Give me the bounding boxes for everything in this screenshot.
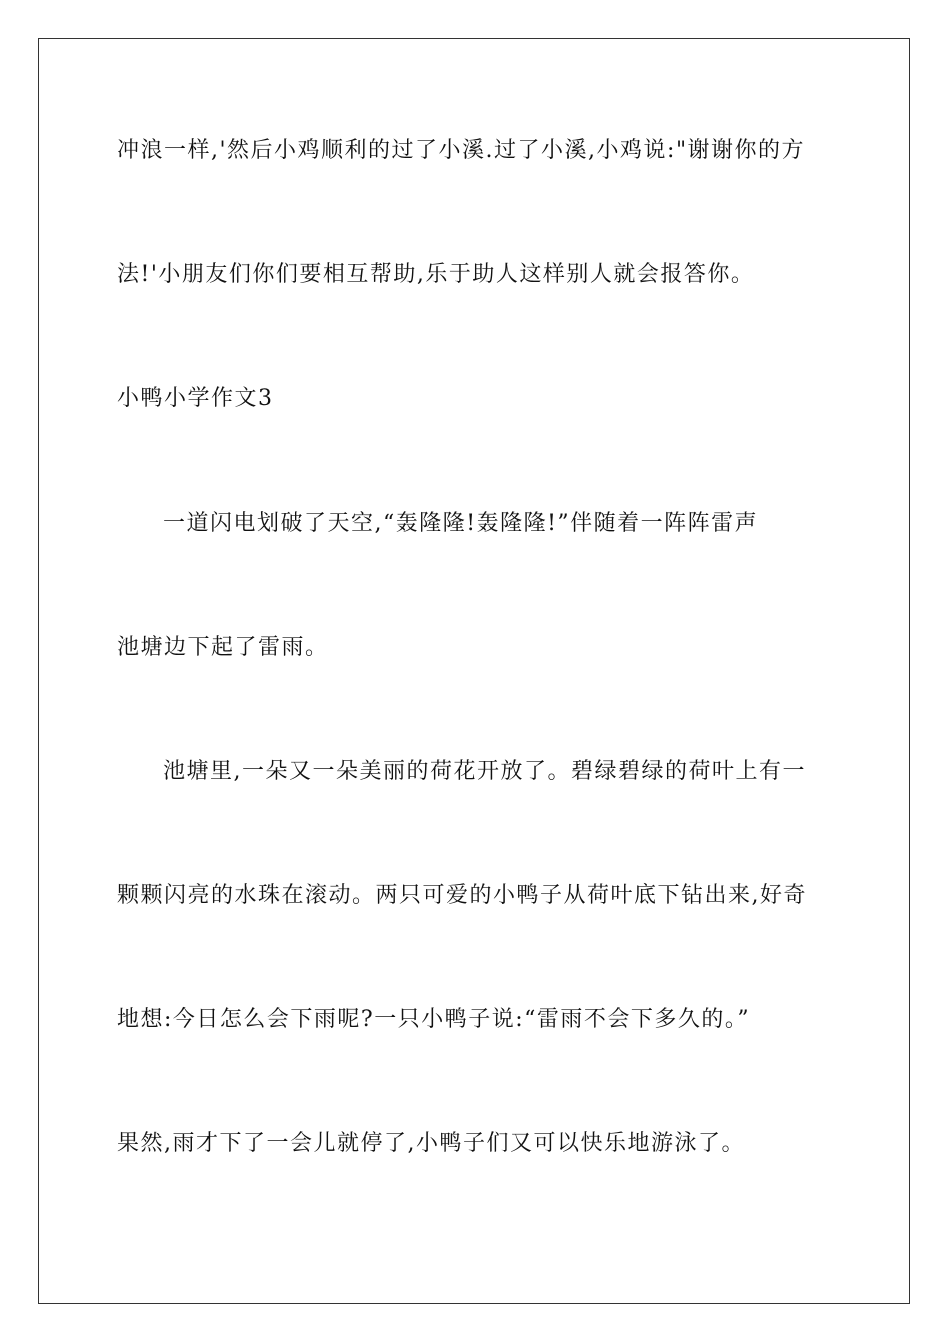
paragraph-line: 地想:今日怎么会下雨呢?一只小鸭子说:“雷雨不会下多久的。” xyxy=(117,1007,751,1032)
paragraph-line: 颗颗闪亮的水珠在滚动。两只可爱的小鸭子从荷叶底下钻出来,好奇 xyxy=(117,883,807,908)
paragraph-line: 池塘边下起了雷雨。 xyxy=(117,635,329,660)
paragraph-line: 果然,雨才下了一会儿就停了,小鸭子们又可以快乐地游泳了。 xyxy=(117,1131,745,1156)
section-heading: 小鸭小学作文3 xyxy=(117,386,274,411)
paragraph-line: 一道闪电划破了天空,“轰隆隆!轰隆隆!”伴随着一阵阵雷声 xyxy=(163,511,759,536)
paragraph-line: 池塘里,一朵又一朵美丽的荷花开放了。碧绿碧绿的荷叶上有一 xyxy=(163,759,806,784)
paragraph-line: 法!'小朋友们你们要相互帮助,乐于助人这样别人就会报答你。 xyxy=(117,262,755,287)
paragraph-line: 冲浪一样,'然后小鸡顺利的过了小溪.过了小溪,小鸡说:"谢谢你的方 xyxy=(117,138,806,163)
page-border xyxy=(38,38,910,1304)
